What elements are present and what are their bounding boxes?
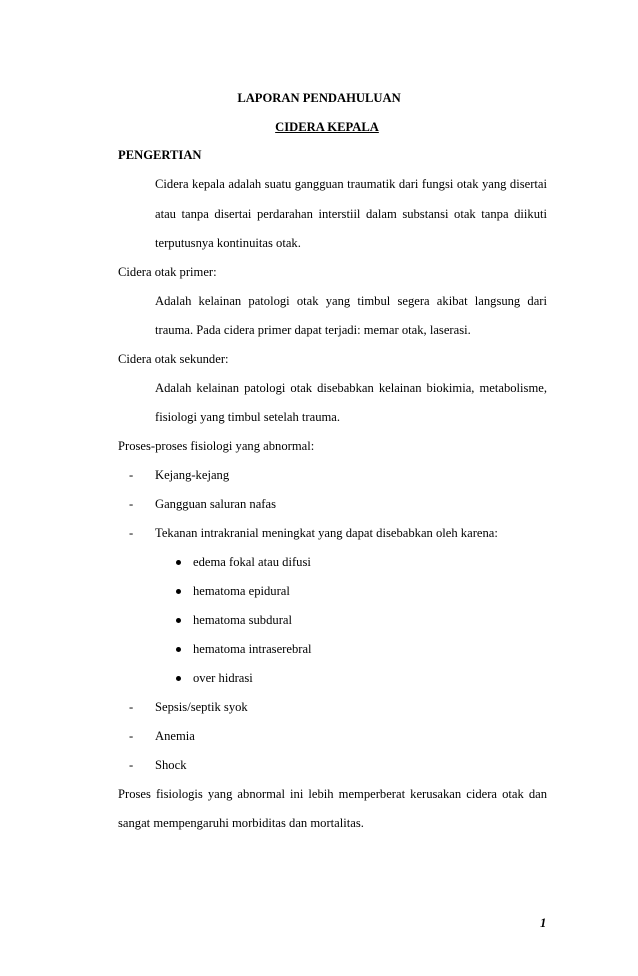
list-item: Kejang-kejang <box>155 468 230 482</box>
document-subtitle: CIDERA KEPALA <box>275 120 379 134</box>
bullet-icon <box>176 560 181 565</box>
closing-line: Proses fisiologis yang abnormal ini lebih memperberat kerusakan cidera otak dan <box>118 787 547 801</box>
list-dash: - <box>129 729 134 743</box>
sub-list-item: hematoma epidural <box>193 584 290 598</box>
bullet-icon <box>176 589 181 594</box>
sub-list-item: edema fokal atau difusi <box>193 555 311 569</box>
sub-list-item: hematoma subdural <box>193 613 292 627</box>
bullet-icon <box>176 618 181 623</box>
document-title: LAPORAN PENDAHULUAN <box>237 91 401 105</box>
sub-list-item: hematoma intraserebral <box>193 642 312 656</box>
proses-label: Proses-proses fisiologi yang abnormal: <box>118 439 315 453</box>
list-item: Anemia <box>155 729 195 743</box>
primer-line: trauma. Pada cidera primer dapat terjadi: memar otak, laserasi. <box>155 323 471 337</box>
page-number: 1 <box>540 916 547 930</box>
bullet-icon <box>176 647 181 652</box>
list-dash: - <box>129 497 134 511</box>
list-dash: - <box>129 526 134 540</box>
sub-list-item: over hidrasi <box>193 671 253 685</box>
list-item: Sepsis/septik syok <box>155 700 248 714</box>
sekunder-label: Cidera otak sekunder: <box>118 352 229 366</box>
pengertian-line: atau tanpa disertai perdarahan interstiil dalam substansi otak tanpa diikuti <box>155 207 547 221</box>
pengertian-line: Cidera kepala adalah suatu gangguan traumatik dari fungsi otak yang disertai <box>155 177 547 191</box>
bullet-icon <box>176 676 181 681</box>
closing-line: sangat mempengaruhi morbiditas dan mortalitas. <box>118 816 364 830</box>
sekunder-line: Adalah kelainan patologi otak disebabkan kelainan biokimia, metabolisme, <box>155 381 547 395</box>
list-item: Tekanan intrakranial meningkat yang dapat disebabkan oleh karena: <box>155 526 498 540</box>
sekunder-line: fisiologi yang timbul setelah trauma. <box>155 410 341 424</box>
list-dash: - <box>129 758 134 772</box>
list-item: Shock <box>155 758 187 772</box>
primer-line: Adalah kelainan patologi otak yang timbul segera akibat langsung dari <box>155 294 547 308</box>
list-dash: - <box>129 468 134 482</box>
list-item: Gangguan saluran nafas <box>155 497 276 511</box>
primer-label: Cidera otak primer: <box>118 265 217 279</box>
list-dash: - <box>129 700 134 714</box>
section-heading: PENGERTIAN <box>118 148 202 162</box>
pengertian-line: terputusnya kontinuitas otak. <box>155 236 301 250</box>
